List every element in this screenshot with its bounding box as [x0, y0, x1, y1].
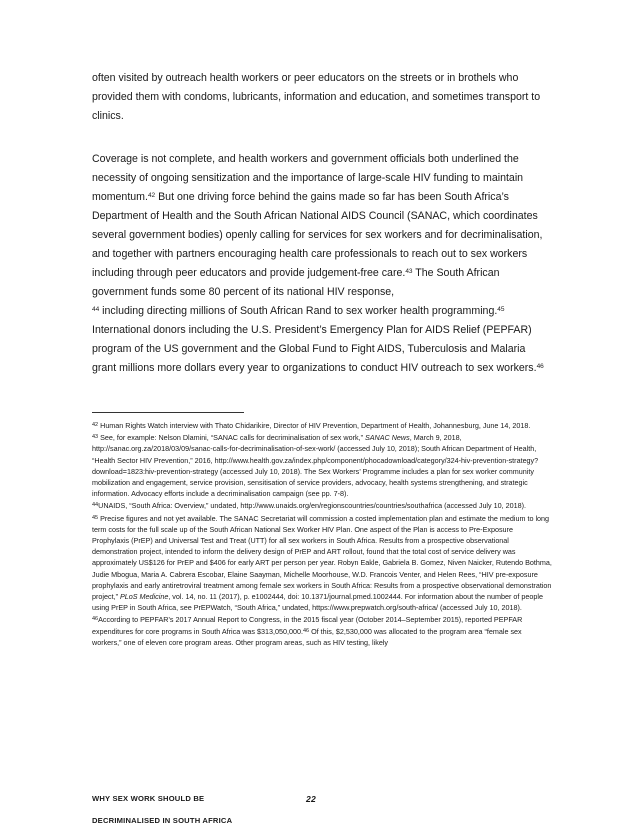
footnote-number: 42: [92, 422, 99, 428]
footnote-text: See, for example: Nelson Dlamini, “SANAC calls for decriminalisation of sex work,”: [98, 433, 365, 443]
publication-title: SANAC News: [364, 433, 410, 443]
footnote-43: [92, 432, 552, 499]
footnote-text: , March 9, 2018, http://sanac.org.za/2018/03/09/sanac-calls-for-decriminalisation-of-sex-work/ (accessed July 10, 2018); South African Department of Health, “Health Sector HIV Prevention,” 2016, http://www.health.gov.za/index.php/component/phocadownload/category/324-hiv-prevention-strategy?download=1823:hiv-prevention-strategy (accessed July 10, 2018). The Sex Workers’ Programme includes a plan for sex worker community mobilization and engagement, service provision, sensitisation of service providers, advocacy, health systems strengthening, and strategic information. Advocacy efforts include a decriminalisation campaign (see pp. 7-8).: [92, 433, 539, 499]
footnote-divider: [92, 412, 244, 413]
footnote-ref-42[interactable]: 42: [147, 192, 156, 199]
footnote-46: [92, 614, 552, 648]
footnote-number: 46: [92, 616, 99, 623]
footnote-text: According to PEPFAR’s 2017 Annual Report to Congress, in the 2015 fiscal year (October 2014–September 2015), reported PEPFAR expenditures for core programs in South Africa was $313,050,000.: [92, 615, 523, 636]
footnote-45: [92, 513, 552, 614]
footnote-text: Of this, $2,530,000 was allocated to the program area “female sex workers,” one of eleven core program areas. Other program areas, such as HIV testing, likely: [92, 626, 522, 647]
report-title-line-1: WHY SEX WORK SHOULD BE: [92, 794, 205, 803]
paragraph-text: The South African government funds some 80 percent of its national HIV response,: [92, 267, 500, 298]
footnote-number: 45: [92, 514, 99, 521]
footnote-number: 44: [92, 502, 99, 509]
report-title-line-2: DECRIMINALISED IN SOUTH AFRICA: [92, 816, 233, 825]
footnote-ref-45[interactable]: 45: [497, 306, 505, 313]
footnotes: [92, 420, 552, 649]
page-number: 22: [306, 794, 316, 804]
footnote-text: , vol. 14, no. 11 (2017), p. e1002444, doi: 10.1371/journal.pmed.1002444. For information about the number of people using PrEP in South Africa, see PrEPWatch, “South Africa,” undated, https://www.prepwatch.org/south-africa/ (accessed July 10, 2018).: [92, 592, 543, 613]
paragraph-text: Coverage is not complete, and health workers and government officials both underlined the necessity of ongoing sensitization and the importance of large-scale HIV funding to maintain momentum.: [92, 153, 524, 203]
publication-title: PLoS Medicine: [119, 592, 169, 602]
footnote-text: Human Rights Watch interview with Thato Chidarikire, Director of HIV Prevention, Department of Health, Johannesburg, June 14, 2018.: [98, 421, 531, 430]
footnote-ref-46[interactable]: 46: [536, 363, 544, 370]
footnote-inner-ref: 46: [302, 627, 310, 634]
footnote-ref-43[interactable]: 43: [405, 268, 413, 275]
footnote-44: [92, 500, 552, 511]
footnote-ref-44[interactable]: 44: [92, 306, 100, 313]
paragraph-text: But one driving force behind the gains made so far has been South Africa’s Department of Health and the South African National AIDS Council (SANAC, which coordinates several government bodies) openly calling for services for sex workers and for decriminalisation, and together with partners encouraging health care professionals to reach out to sex workers including through peer educators and provide judgement-free care.: [92, 191, 543, 279]
footnote-number: 43: [92, 434, 99, 441]
paragraph-text: International donors including the U.S. President’s Emergency Plan for AIDS Relief (PEPFAR) program of the US government and the Global Fund to Fight AIDS, Tuberculosis and Malaria grant millions more dollars every year to organizations to conduct HIV outreach to sex workers.: [92, 324, 537, 374]
body-paragraph-2: [92, 150, 552, 378]
paragraph-text: often visited by outreach health workers or peer educators on the streets or in brothels who provided them with condoms, lubricants, information and education, and sometimes transport to clinics.: [92, 72, 541, 122]
body-paragraph-1: [92, 69, 552, 126]
paragraph-text: including directing millions of South African Rand to sex worker health programming.: [99, 305, 498, 317]
footnote-text: Precise figures and not yet available. The SANAC Secretariat will commission a costed implementation plan and estimate the medium to long term costs for the full scale up of the South African National Sex Worker HIV Plan. One aspect of the Plan is access to Pre-Exposure Prophylaxis (PrEP) and Universal Test and Treat (UTT) for all sex workers in South Africa. Results from a prospective observational demonstration project, intended to inform the delivery design of PrEP and ART rollout, found that the total cost of service delivery was approximately US$126 for PrEP and $406 for early ART per person per year. Robyn Eakle, Gabriela B. Gomez, Niven Naicker, Rutendo Bothma, Judie Mbogua, Maria A. Cabrera Escobar, Elaine Saayman, Michelle Moorhouse, W.D. Francois Venter, and Helen Rees, “HIV pre-exposure prophylaxis and early antiretroviral treatment among female sex workers in South Africa: Results from a prospective observational demonstration project,”: [92, 513, 552, 602]
footnote-42: [92, 420, 552, 431]
footnote-text: UNAIDS, “South Africa: Overview,” undated, http://www.unaids.org/en/regionscountries/countries/southafrica (accessed July 10, 2018).: [98, 501, 526, 511]
